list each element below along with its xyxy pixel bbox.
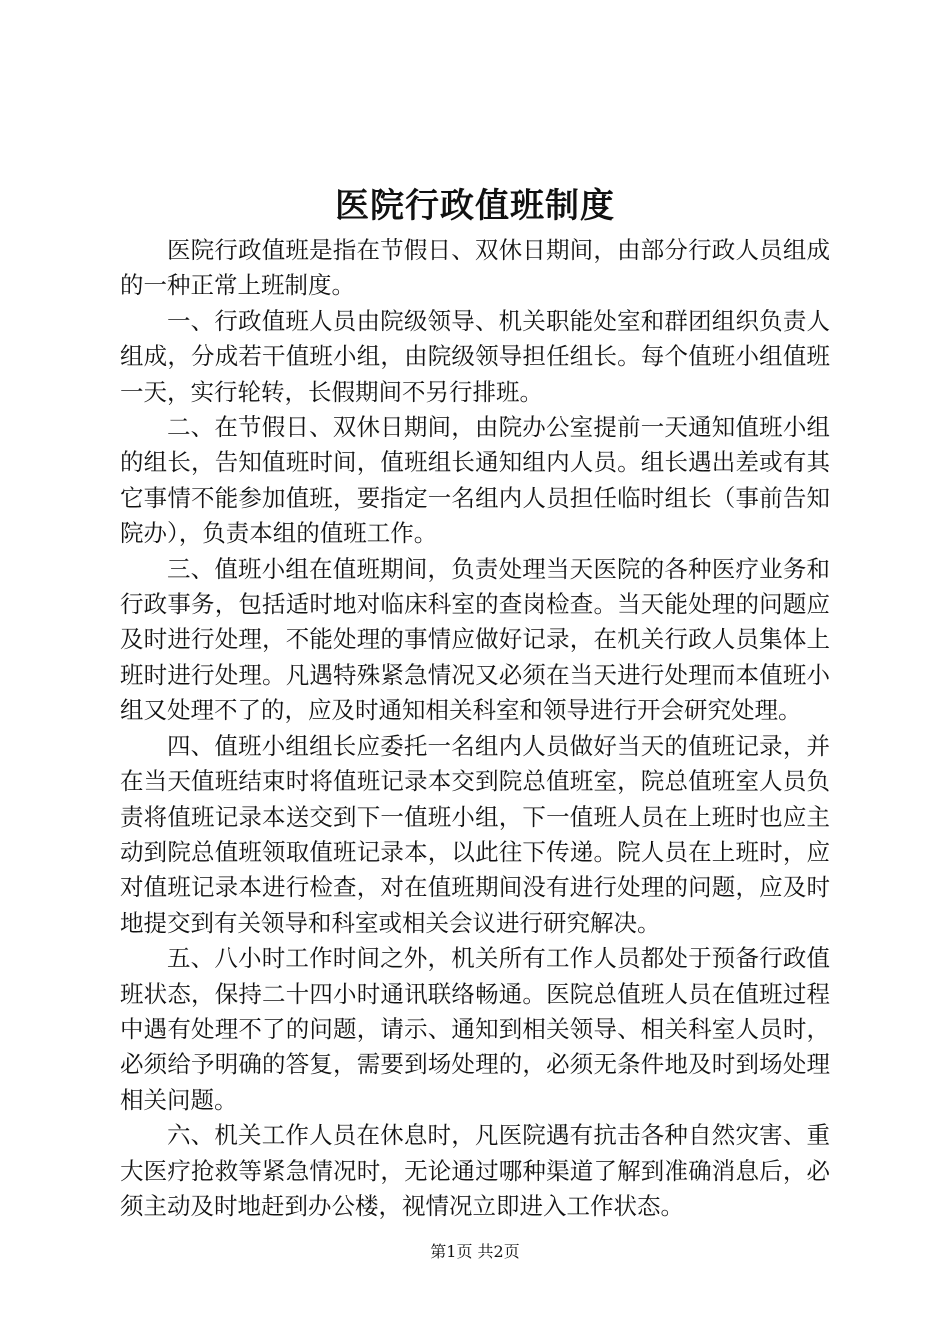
section-5-paragraph: 五、八小时工作时间之外，机关所有工作人员都处于预备行政值班状态，保持二十四小时通讯联络畅通。医院总值班人员在值班过程中遇有处理不了的问题，请示、通知到相关领导、相关科室人员时，必须给予明确的答复，需要到场处理的，必须无条件地及时到场处理相关问题。: [120, 944, 830, 1114]
section-1-paragraph: 一、行政值班人员由院级领导、机关职能处室和群团组织负责人组成，分成若干值班小组，由院级领导担任组长。每个值班小组值班一天，实行轮转，长假期间不另行排班。: [120, 306, 830, 406]
section-3-paragraph: 三、值班小组在值班期间，负责处理当天医院的各种医疗业务和行政事务，包括适时地对临床科室的查岗检查。当天能处理的问题应及时进行处理，不能处理的事情应做好记录，在机关行政人员集体上班时进行处理。凡遇特殊紧急情况又必须在当天进行处理而本值班小组又处理不了的，应及时通知相关科室和领导进行开会研究处理。: [120, 554, 830, 725]
page-footer: [0, 1240, 950, 1264]
intro-paragraph: 医院行政值班是指在节假日、双休日期间，由部分行政人员组成的一种正常上班制度。: [120, 236, 830, 300]
section-2-paragraph: 二、在节假日、双休日期间，由院办公室提前一天通知值班小组的组长，告知值班时间，值班组长通知组内人员。组长遇出差或有其它事情不能参加值班，要指定一名组内人员担任临时组长（事前告知院办），负责本组的值班工作。: [120, 413, 830, 548]
section-6-paragraph: 六、机关工作人员在休息时，凡医院遇有抗击各种自然灾害、重大医疗抢救等紧急情况时，无论通过哪种渠道了解到准确消息后，必须主动及时地赶到办公楼，视情况立即进入工作状态。: [120, 1121, 830, 1220]
document-body: [120, 233, 830, 1224]
section-4-paragraph: 四、值班小组组长应委托一名组内人员做好当天的值班记录，并在当天值班结束时将值班记录本交到院总值班室，院总值班室人员负责将值班记录本送交到下一值班小组，下一值班人员在上班时也应主动到院总值班领取值班记录本，以此往下传递。院人员在上班时，应对值班记录本进行检查，对在值班期间没有进行处理的问题，应及时地提交到有关领导和科室或相关会议进行研究解决。: [120, 731, 830, 937]
page-indicator: 第1页 共2页: [430, 1242, 520, 1261]
document-title: 医院行政值班制度: [335, 186, 615, 226]
